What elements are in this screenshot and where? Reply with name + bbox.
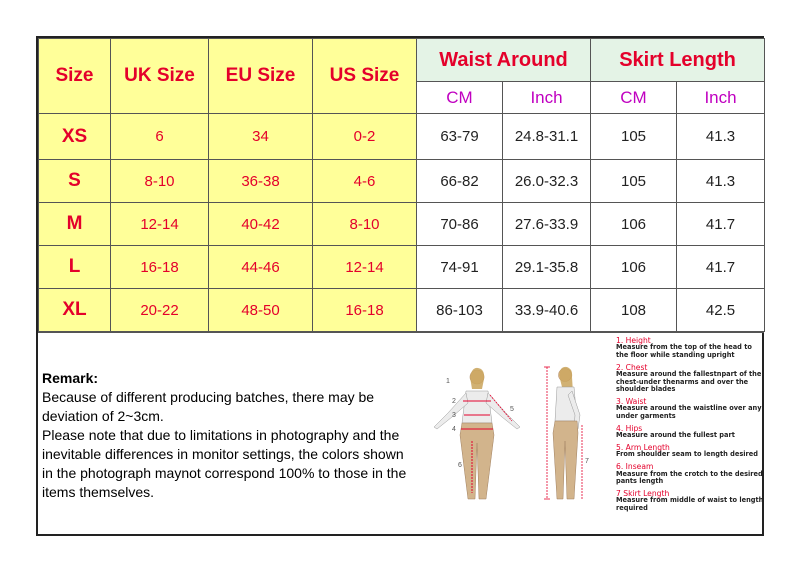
note-desc: From shoulder seam to length desired <box>616 450 758 459</box>
note-desc: Measure from middle of waist to length required <box>616 496 764 512</box>
note-title: 1. Height <box>616 336 651 345</box>
measurement-figure <box>422 363 612 503</box>
size-cell: S <box>39 160 111 203</box>
size-cell: L <box>39 246 111 289</box>
note-item <box>616 398 764 420</box>
waist-inch-cell: 26.0-32.3 <box>503 160 591 203</box>
waist-inch-cell: 27.6-33.9 <box>503 203 591 246</box>
remark-text <box>42 369 412 502</box>
note-title: 2. Chest <box>616 362 648 372</box>
uk-size-cell: 8-10 <box>111 160 209 203</box>
marker-label: 6 <box>458 462 462 469</box>
header-uk-size: UK Size <box>111 39 209 114</box>
note-item <box>616 490 764 512</box>
eu-size-cell: 40-42 <box>209 203 313 246</box>
note-title: 7 Skirt Length <box>616 488 670 498</box>
header-skirt-length: Skirt Length <box>591 39 765 82</box>
us-size-cell: 16-18 <box>313 289 417 332</box>
eu-size-cell: 34 <box>209 114 313 160</box>
front-figure <box>434 368 520 499</box>
skirt-inch-cell: 41.7 <box>677 203 765 246</box>
waist-inch-cell: 33.9-40.6 <box>503 289 591 332</box>
skirt-inch-cell: 41.7 <box>677 246 765 289</box>
us-size-cell: 4-6 <box>313 160 417 203</box>
size-cell: XS <box>39 114 111 160</box>
skirt-inch-cell: 41.3 <box>677 114 765 160</box>
note-item <box>616 444 764 459</box>
remark-section <box>38 332 764 537</box>
table-row <box>39 289 765 332</box>
header-skirt-cm: CM <box>591 82 677 114</box>
remark-line: Because of different producing batches, there may be deviation of 2~3cm. <box>42 389 375 424</box>
marker-label: 3 <box>452 412 456 419</box>
header-us-size: US Size <box>313 39 417 114</box>
size-table <box>38 38 765 332</box>
eu-size-cell: 48-50 <box>209 289 313 332</box>
note-title: 3. Waist <box>616 396 647 406</box>
us-size-cell: 0-2 <box>313 114 417 160</box>
skirt-cm-cell: 108 <box>591 289 677 332</box>
note-title: 6. Inseam <box>616 462 654 472</box>
marker-label: 2 <box>452 398 456 405</box>
marker-label: 1 <box>446 378 450 385</box>
note-item <box>616 364 764 394</box>
header-waist-cm: CM <box>417 82 503 114</box>
waist-inch-cell: 29.1-35.8 <box>503 246 591 289</box>
skirt-cm-cell: 105 <box>591 160 677 203</box>
note-desc: Measure around the fullest part <box>616 430 735 439</box>
note-desc: Measure from the crotch to the desired pants length <box>616 469 763 485</box>
note-item <box>616 337 764 359</box>
us-size-cell: 8-10 <box>313 203 417 246</box>
header-eu-size: EU Size <box>209 39 313 114</box>
table-row <box>39 246 765 289</box>
body-measurement-illustration <box>422 363 612 503</box>
skirt-cm-cell: 106 <box>591 203 677 246</box>
size-chart <box>36 36 764 536</box>
measurement-notes <box>616 337 764 533</box>
marker-label: 5 <box>510 406 514 413</box>
uk-size-cell: 20-22 <box>111 289 209 332</box>
table-row <box>39 203 765 246</box>
waist-cm-cell: 86-103 <box>417 289 503 332</box>
skirt-inch-cell: 41.3 <box>677 160 765 203</box>
uk-size-cell: 12-14 <box>111 203 209 246</box>
marker-label: 7 <box>585 458 589 465</box>
skirt-inch-cell: 42.5 <box>677 289 765 332</box>
note-item <box>616 425 764 440</box>
remark-line: Please note that due to limitations in photography and the inevitable differences in monitor settings, the colors shown in the photograph maynot correspond 100% to those in the items themselves. <box>42 427 407 500</box>
header-skirt-inch: Inch <box>677 82 765 114</box>
header-size: Size <box>39 39 111 114</box>
waist-cm-cell: 70-86 <box>417 203 503 246</box>
header-waist-around: Waist Around <box>417 39 591 82</box>
uk-size-cell: 6 <box>111 114 209 160</box>
table-row <box>39 160 765 203</box>
uk-size-cell: 16-18 <box>111 246 209 289</box>
table-row <box>39 114 765 160</box>
waist-inch-cell: 24.8-31.1 <box>503 114 591 160</box>
waist-cm-cell: 66-82 <box>417 160 503 203</box>
note-title: 4. Hips <box>616 423 643 433</box>
skirt-cm-cell: 105 <box>591 114 677 160</box>
remark-title: Remark: <box>42 370 99 386</box>
waist-cm-cell: 63-79 <box>417 114 503 160</box>
marker-label: 4 <box>452 426 456 433</box>
note-title: 5. Arm Length <box>616 442 670 452</box>
note-desc: Measure from the top of the head to the floor while standing upright <box>616 343 752 359</box>
header-waist-inch: Inch <box>503 82 591 114</box>
size-cell: M <box>39 203 111 246</box>
side-figure <box>544 367 589 499</box>
eu-size-cell: 44-46 <box>209 246 313 289</box>
note-item <box>616 463 764 485</box>
note-desc: Measure around the fallestnpart of the chest-under thenarms and over the shoulder blades <box>616 370 762 393</box>
note-desc: Measure around the waistline over any under garments <box>616 404 762 420</box>
eu-size-cell: 36-38 <box>209 160 313 203</box>
size-cell: XL <box>39 289 111 332</box>
waist-cm-cell: 74-91 <box>417 246 503 289</box>
skirt-cm-cell: 106 <box>591 246 677 289</box>
us-size-cell: 12-14 <box>313 246 417 289</box>
